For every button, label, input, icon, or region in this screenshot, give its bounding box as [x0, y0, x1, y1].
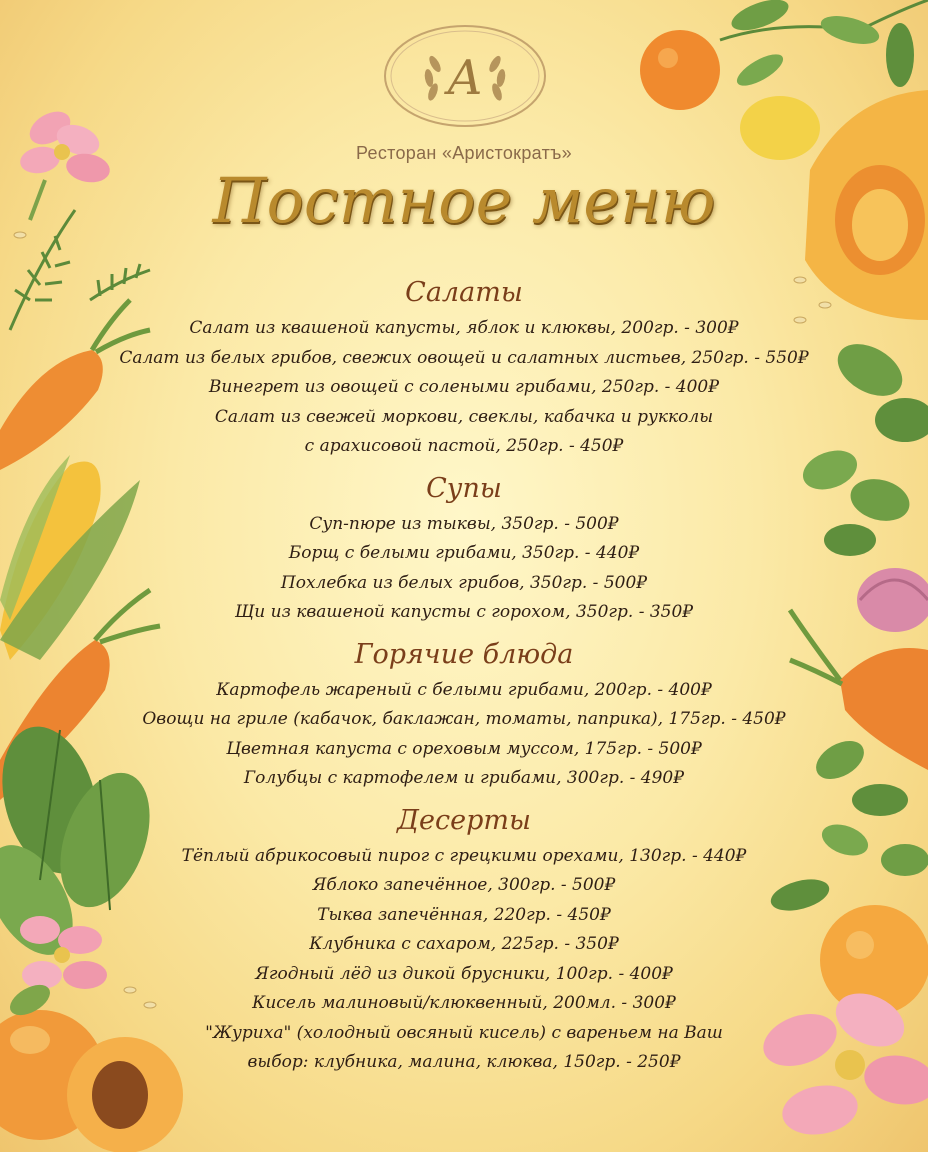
section-title-hot-dishes: Горячие блюда [354, 638, 574, 670]
menu-item: Салат из свежей моркови, свеклы, кабачка и рукколы [214, 406, 714, 427]
menu-item: выбор: клубника, малина, клюква, 150гр. - 250₽ [247, 1052, 681, 1072]
menu-item: Кисель малиновый/клюквенный, 200мл. - 300₽ [252, 993, 676, 1013]
section-salads [0, 272, 928, 462]
page-title: Постное меню [212, 164, 716, 237]
menu-item: Ягодный лёд из дикой брусники, 100гр. - 400₽ [255, 963, 673, 984]
menu-item: Салат из белых грибов, свежих овощей и салатных листьев, 250гр. - 550₽ [119, 347, 809, 368]
menu-item: Тёплый абрикосовый пирог с грецкими орехами, 130гр. - 440₽ [181, 845, 747, 866]
menu-item: "Журиха" (холодный овсяный кисель) с вареньем на Ваш [205, 1022, 723, 1043]
restaurant-logo [383, 24, 547, 128]
menu-item: Голубцы с картофелем и грибами, 300гр. - 490₽ [243, 768, 685, 788]
section-hot-dishes [0, 634, 928, 794]
restaurant-name: Ресторан «Аристократъ» [356, 143, 572, 163]
menu-item: Салат из квашеной капусты, яблок и клюквы, 200гр. - 300₽ [189, 318, 739, 338]
logo-letter: А [446, 50, 484, 106]
section-desserts [0, 800, 928, 1078]
section-title-desserts: Десерты [397, 804, 531, 836]
menu-item: Похлебка из белых грибов, 350гр. - 500₽ [280, 572, 648, 593]
menu-item: Овощи на гриле (кабачок, баклажан, томаты, паприка), 175гр. - 450₽ [142, 709, 786, 729]
section-title-salads: Салаты [405, 277, 523, 308]
menu-item: Винегрет из овощей с солеными грибами, 250гр. - 400₽ [208, 377, 720, 397]
menu-item: Картофель жареный с белыми грибами, 200гр. - 400₽ [216, 679, 712, 700]
orange-top-right [640, 30, 720, 110]
menu-item: Суп-пюре из тыквы, 350гр. - 500₽ [309, 513, 619, 534]
menu-item: Щи из квашеной капусты с горохом, 350гр. - 350₽ [234, 602, 694, 622]
menu-item: Борщ с белыми грибами, 350гр. - 440₽ [288, 543, 640, 563]
leaves-top-right [720, 0, 928, 92]
menu-item: Яблоко запечённое, 300гр. - 500₽ [312, 875, 616, 895]
section-title-soups: Супы [426, 472, 502, 504]
menu-item: Цветная капуста с ореховым муссом, 175гр. - 500₽ [226, 738, 702, 759]
menu-item: Клубника с сахаром, 225гр. - 350₽ [309, 934, 619, 954]
section-soups [0, 468, 928, 628]
menu-item: с арахисовой пастой, 250гр. - 450₽ [304, 436, 624, 456]
menu-item: Тыква запечённая, 220гр. - 450₽ [317, 904, 611, 925]
menu-content [0, 272, 928, 1084]
